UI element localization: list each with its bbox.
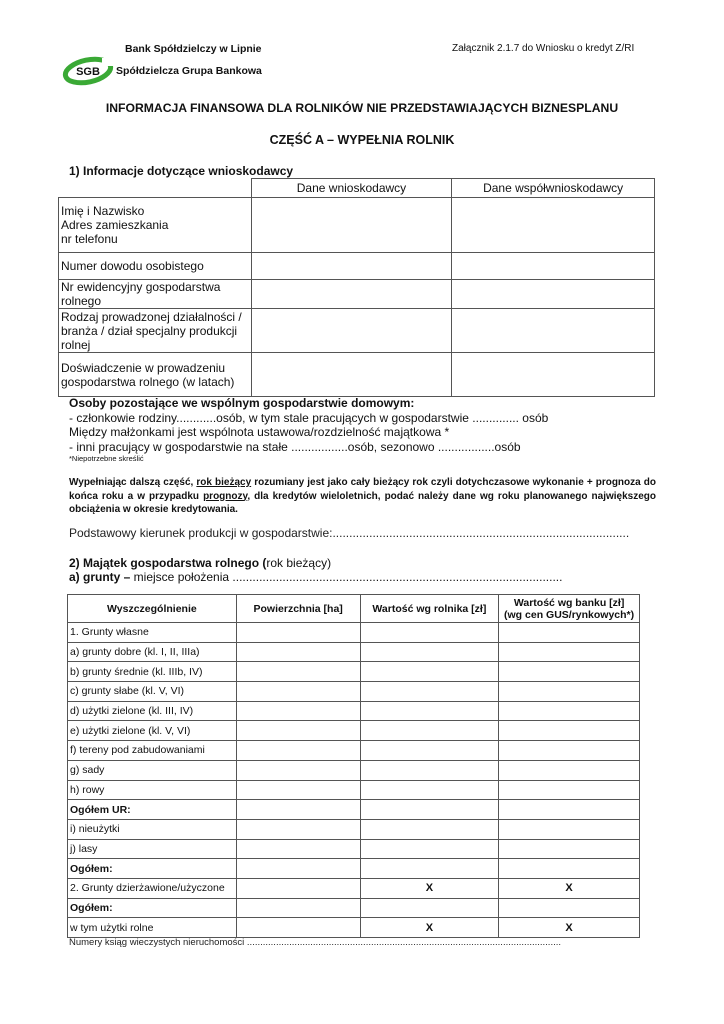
area-field[interactable] — [236, 721, 360, 741]
bank-value-field[interactable] — [499, 623, 640, 643]
area-field[interactable] — [236, 878, 360, 898]
bank-value-field[interactable] — [499, 741, 640, 761]
household-family-line: - członkowie rodziny............osób, w tym stale pracujących w gospodarstwie .............. osób — [69, 410, 549, 425]
bank-value-field[interactable] — [499, 721, 640, 741]
row-label: Rodzaj prowadzonej działalności / branża / dział specjalny produkcji rolnej — [59, 309, 252, 353]
table-row — [68, 800, 640, 820]
co-applicant-name-address-field[interactable] — [452, 198, 655, 253]
area-field[interactable] — [236, 839, 360, 859]
area-field[interactable] — [236, 642, 360, 662]
area-field[interactable] — [236, 741, 360, 761]
farmer-value-field[interactable] — [360, 721, 499, 741]
farmer-value-field[interactable] — [360, 682, 499, 702]
row-label: h) rowy — [68, 780, 237, 800]
row-label: 1. Grunty własne — [68, 623, 237, 643]
farmer-value-field[interactable] — [360, 800, 499, 820]
farmer-value-field[interactable] — [360, 898, 499, 918]
column-header-bank-value: Wartość wg banku [zł] (wg cen GUS/rynkowych*) — [499, 595, 640, 623]
bank-value-field[interactable] — [499, 662, 640, 682]
farmer-value-field[interactable] — [360, 819, 499, 839]
document-subtitle: CZĘŚĆ A – WYPEŁNIA ROLNIK — [269, 133, 455, 147]
row-label: j) lasy — [68, 839, 237, 859]
area-field[interactable] — [236, 682, 360, 702]
applicant-activity-type-field[interactable] — [251, 309, 452, 353]
row-label: Nr ewidencyjny gospodarstwa rolnego — [59, 280, 252, 309]
table-row — [68, 898, 640, 918]
bank-value-field[interactable] — [499, 760, 640, 780]
header-blank-cell — [59, 179, 252, 198]
applicant-info-table — [58, 178, 655, 397]
table-row — [68, 741, 640, 761]
table-header-row — [68, 595, 640, 623]
area-field[interactable] — [236, 819, 360, 839]
land-location-field[interactable]: miejsce położenia ................................................................................................... — [130, 570, 563, 584]
row-label: Ogółem: — [68, 859, 237, 879]
farmer-value-field[interactable] — [360, 623, 499, 643]
household-footnote: *Niepotrzebne skreślić — [69, 454, 144, 463]
area-field[interactable] — [236, 918, 360, 938]
co-applicant-experience-field[interactable] — [452, 353, 655, 397]
logo-text: SGB — [76, 66, 100, 78]
bank-value-field[interactable] — [499, 642, 640, 662]
applicant-id-number-field[interactable] — [251, 253, 452, 280]
area-field[interactable] — [236, 898, 360, 918]
area-field[interactable] — [236, 623, 360, 643]
row-label: Doświadczenie w prowadzeniu gospodarstwa rolnego (w latach) — [59, 353, 252, 397]
household-heading: Osoby pozostające we wspólnym gospodarstwie domowym: — [69, 396, 415, 410]
bank-value-field[interactable] — [499, 839, 640, 859]
land-assets-body — [68, 623, 640, 938]
area-field[interactable] — [236, 859, 360, 879]
farmer-value-field[interactable]: X — [360, 918, 499, 938]
co-applicant-id-number-field[interactable] — [452, 253, 655, 280]
row-label: f) tereny pod zabudowaniami — [68, 741, 237, 761]
applicant-farm-number-field[interactable] — [251, 280, 452, 309]
bank-value-field[interactable] — [499, 780, 640, 800]
area-field[interactable] — [236, 701, 360, 721]
row-label: a) grunty dobre (kl. I, II, IIIa) — [68, 642, 237, 662]
farmer-value-field[interactable]: X — [360, 878, 499, 898]
bank-value-field[interactable] — [499, 701, 640, 721]
applicant-experience-field[interactable] — [251, 353, 452, 397]
farmer-value-field[interactable] — [360, 780, 499, 800]
column-header-area: Powierzchnia [ha] — [236, 595, 360, 623]
annex-label: Załącznik 2.1.7 do Wniosku o kredyt Z/RI — [452, 43, 635, 54]
table-row — [68, 701, 640, 721]
instructions-paragraph: Wypełniając dalszą część, rok bieżący rozumiany jest jako cały bieżący rok czyli dotychczasowe wykonanie + prognoza do końca roku a w przypadku prognozy, dla kredytów wieloletnich, podać należy dane wg roku planowanego największego obciążenia w okresie kredytowania. — [69, 477, 657, 515]
applicant-name-address-field[interactable] — [251, 198, 452, 253]
household-section — [69, 396, 548, 464]
column-header-description: Wyszczególnienie — [68, 595, 237, 623]
farmer-value-field[interactable] — [360, 662, 499, 682]
table-row — [59, 198, 655, 253]
bank-name: Bank Spółdzielczy w Lipnie — [125, 43, 262, 55]
co-applicant-farm-number-field[interactable] — [452, 280, 655, 309]
underline-forecast: prognozy — [203, 490, 248, 502]
sgb-logo-icon — [62, 56, 118, 86]
table-row — [59, 253, 655, 280]
section2-heading: 2) Majątek gospodarstwa rolnego (rok bieżący) a) grunty – miejsce położenia ................................................................................................... — [69, 556, 563, 584]
bank-value-field[interactable] — [499, 682, 640, 702]
table-row — [68, 642, 640, 662]
table-row — [59, 280, 655, 309]
table-row — [68, 918, 640, 938]
table-row — [68, 819, 640, 839]
farmer-value-field[interactable] — [360, 701, 499, 721]
farmer-value-field[interactable] — [360, 642, 499, 662]
column-header-farmer-value: Wartość wg rolnika [zł] — [360, 595, 499, 623]
area-field[interactable] — [236, 760, 360, 780]
table-row — [68, 721, 640, 741]
bank-value-field[interactable] — [499, 819, 640, 839]
land-assets-table — [67, 594, 640, 938]
row-label: 2. Grunty dzierżawione/użyczone — [68, 878, 237, 898]
table-row — [59, 353, 655, 397]
table-row — [68, 839, 640, 859]
area-field[interactable] — [236, 800, 360, 820]
household-workers-line: - inni pracujący w gospodarstwie na stałe .................osób, sezonowo .................osób — [69, 439, 521, 454]
row-label: c) grunty słabe (kl. V, VI) — [68, 682, 237, 702]
farmer-value-field[interactable] — [360, 839, 499, 859]
table-row — [68, 760, 640, 780]
row-label: d) użytki zielone (kl. III, IV) — [68, 701, 237, 721]
area-field[interactable] — [236, 662, 360, 682]
farmer-value-field[interactable] — [360, 760, 499, 780]
row-label: Ogółem: — [68, 898, 237, 918]
table-header-row — [59, 179, 655, 198]
document-title: INFORMACJA FINANSOWA DLA ROLNIKÓW NIE PRZEDSTAWIAJĄCYCH BIZNESPLANU — [105, 101, 619, 115]
row-label: e) użytki zielone (kl. V, VI) — [68, 721, 237, 741]
farmer-value-field[interactable] — [360, 741, 499, 761]
table-row — [68, 623, 640, 643]
row-label: g) sady — [68, 760, 237, 780]
section1-heading: 1) Informacje dotyczące wnioskodawcy — [69, 164, 294, 178]
land-registry-field[interactable]: Numery ksiąg wieczystych nieruchomości ....................................................................................................................... — [69, 937, 562, 948]
co-applicant-activity-type-field[interactable] — [452, 309, 655, 353]
row-label: b) grunty średnie (kl. IIIb, IV) — [68, 662, 237, 682]
column-header-co-applicant: Dane współwnioskodawcy — [452, 179, 655, 198]
bank-value-field[interactable]: X — [499, 878, 640, 898]
table-row — [68, 682, 640, 702]
row-label: i) nieużytki — [68, 819, 237, 839]
table-row — [68, 662, 640, 682]
bank-value-field[interactable]: X — [499, 918, 640, 938]
row-label: Imię i Nazwisko Adres zamieszkania nr telefonu — [59, 198, 252, 253]
table-row — [59, 309, 655, 353]
household-marital-line: Między małżonkami jest wspólnota ustawowa/rozdzielność majątkowa * — [69, 425, 450, 439]
production-direction-field[interactable]: Podstawowy kierunek produkcji w gospodarstwie:......................................................................................... — [69, 526, 630, 540]
column-header-applicant: Dane wnioskodawcy — [251, 179, 452, 198]
sgb-logo — [62, 56, 118, 86]
bank-value-field[interactable] — [499, 898, 640, 918]
row-label: Numer dowodu osobistego — [59, 253, 252, 280]
table-row — [68, 878, 640, 898]
group-name: Spółdzielcza Grupa Bankowa — [116, 65, 262, 77]
bank-value-field[interactable] — [499, 800, 640, 820]
row-label: Ogółem UR: — [68, 800, 237, 820]
table-row — [68, 780, 640, 800]
area-field[interactable] — [236, 780, 360, 800]
underline-current-year: rok bieżący — [196, 477, 252, 488]
row-label: w tym użytki rolne — [68, 918, 237, 938]
bank-value-field[interactable] — [499, 859, 640, 879]
farmer-value-field[interactable] — [360, 859, 499, 879]
table-row — [68, 859, 640, 879]
